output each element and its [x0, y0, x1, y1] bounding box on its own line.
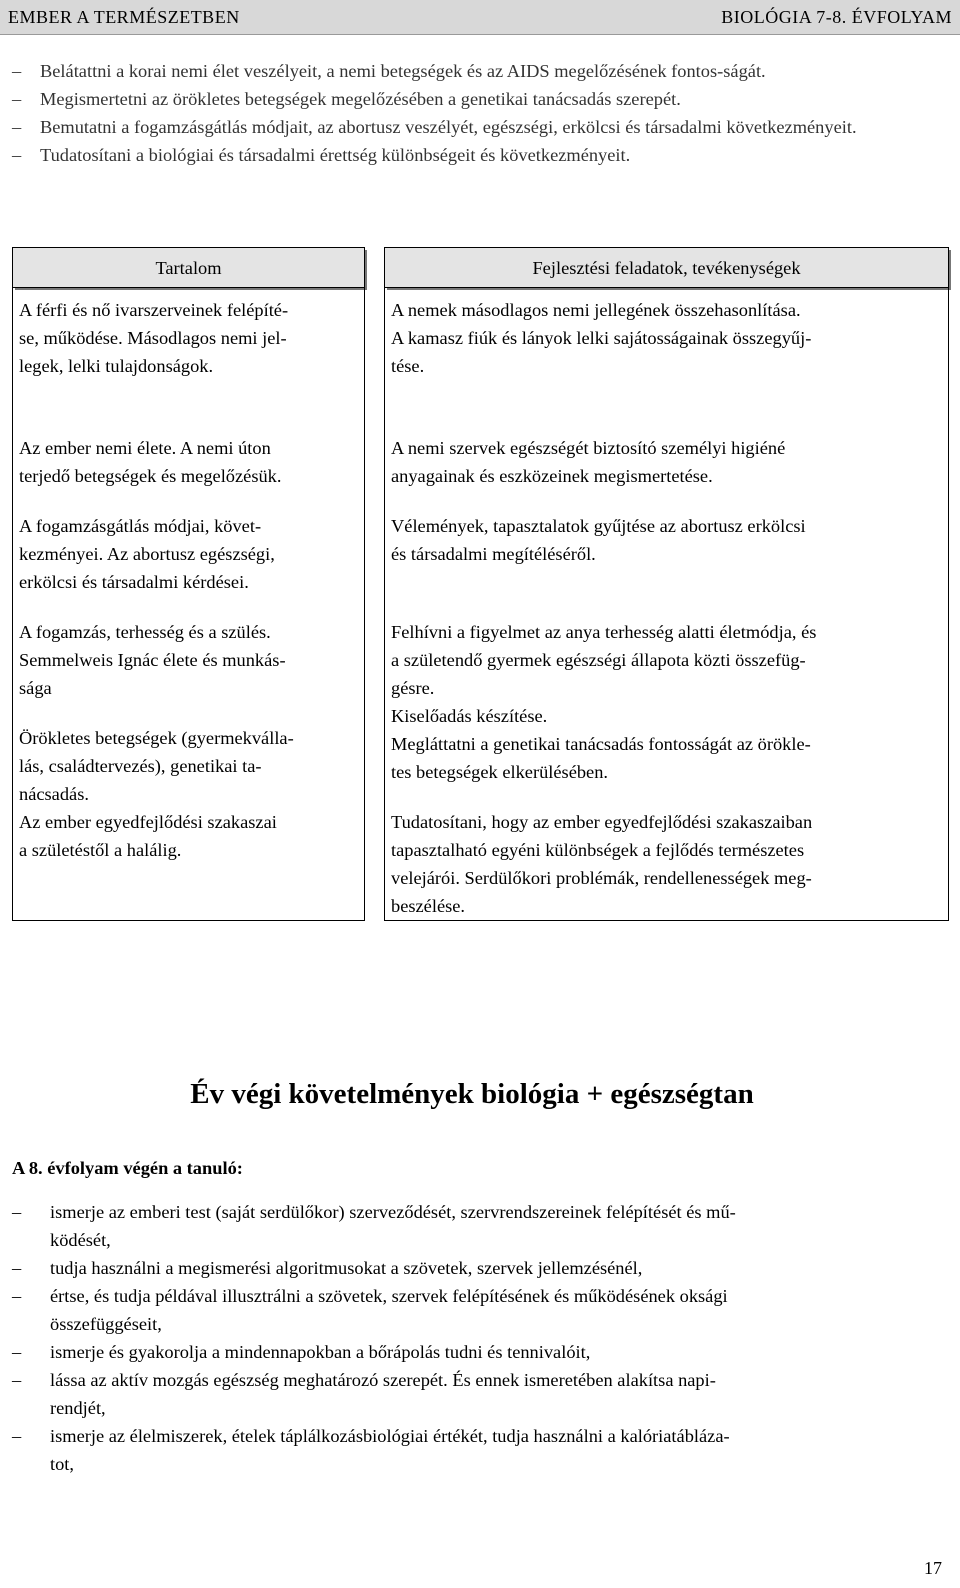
list-item: – ismerje az emberi test (saját serdülőkor) szerveződését, szervrendszereinek felépítését és mű- ködését, — [12, 1198, 944, 1254]
list-item: – Belátattni a korai nemi élet veszélyeit, a nemi betegségek és az AIDS megelőzésének fontos-ságát. — [12, 57, 952, 85]
requirements-list — [12, 1198, 944, 1478]
table-row: Az ember nemi élete. A nemi úton terjedő betegségek és megelőzésük. A fogamzásgátlás módjai, követ- kezményei. Az abortusz egészségi, erkölcsi és társadalmi kérdései. A fogamzás, terhesség és a szülés. Semmelweis Ignác élete és munkás- sága Örökletes betegségek (gyermekválla- lás, családtervezés), genetikai ta- nácsadás. Az ember egyedfejlődési szakaszai a születéstől a halálig. A nemi szervek egészségét biztosító személyi higiéné anyagainak és eszközeinek megismertetése. Vélemények, tapasztalatok gyűjtése az abortusz erkölcsi és társadalmi megítéléséről. Felhívni a figyelmet az anya terhesség alatti életmódja, és a születendő gyermek egészségi állapota közti összefüg- gésre. Kiselőadás készítése. Megláttatni a genetikai tanácsadás fontosságát az örökle- tes betegségek elkerülésében. Tudatosítani, hogy az ember egyedfejlődési szakaszaiban tapasztalható egyéni különbségek a fejlődés természetes velejárói. Serdülőkori problémák, rendellenességek meg- beszélése. — [13, 434, 949, 921]
list-item: – Bemutatni a fogamzásgátlás módjait, az abortusz veszélyét, egészségi, erkölcsi és társadalmi következményeit. — [12, 113, 952, 141]
dash-bullet: – — [12, 1426, 22, 1446]
dash-bullet: – — [12, 117, 22, 137]
objectives-list — [12, 57, 952, 169]
list-item: – értse, és tudja példával illusztrálni a szövetek, szervek felépítésének és működésének oksági összefüggéseit, — [12, 1282, 944, 1338]
list-item: – tudja használni a megismerési algoritmusokat a szövetek, szervek jellemzésénél, — [12, 1254, 944, 1282]
list-item: – ismerje és gyakorolja a mindennapokban a bőrápolás tudni és tennivalóit, — [12, 1338, 944, 1366]
curriculum-table — [12, 247, 949, 921]
dash-bullet: – — [12, 145, 22, 165]
dash-bullet: – — [12, 1286, 22, 1306]
header-tasks: Fejlesztési feladatok, tevékenységek — [385, 248, 949, 288]
table-header-row — [13, 248, 949, 288]
table-row: A férfi és nő ivarszerveinek felépíté- se, működése. Másodlagos nemi jel- legek, lelki tulajdonságok. A nemek másodlagos nemi jellegének összehasonlítása. A kamasz fiúk és lányok lelki sajátosságainak összegyűj- tése. — [13, 288, 949, 435]
page-number: 17 — [924, 1558, 942, 1578]
list-item: – Megismertetni az örökletes betegségek megelőzésében a genetikai tanácsadás szerepét. — [12, 85, 952, 113]
list-item: – lássa az aktív mozgás egészség meghatározó szerepét. És ennek ismeretében alakítsa napi- rendjét, — [12, 1366, 944, 1422]
header-subject: BIOLÓGIA 7-8. ÉVFOLYAM — [721, 7, 952, 27]
dash-bullet: – — [12, 89, 22, 109]
section-title: Év végi követelmények biológia + egészségtan — [190, 1078, 754, 1110]
dash-bullet: – — [12, 1370, 22, 1390]
dash-bullet: – — [12, 1342, 22, 1362]
dash-bullet: – — [12, 61, 22, 81]
header-content: Tartalom — [13, 248, 365, 288]
header-book-title: EMBER A TERMÉSZETBEN — [8, 7, 240, 27]
dash-bullet: – — [12, 1202, 22, 1222]
running-header — [0, 0, 960, 35]
list-item: – ismerje az élelmiszerek, ételek táplálkozásbiológiai értékét, tudja használni a kalóriatábláza- tot, — [12, 1422, 944, 1478]
dash-bullet: – — [12, 1258, 22, 1278]
section-subheading: A 8. évfolyam végén a tanuló: — [12, 1158, 243, 1178]
list-item: – Tudatosítani a biológiai és társadalmi érettség különbségeit és következményeit. — [12, 141, 952, 169]
